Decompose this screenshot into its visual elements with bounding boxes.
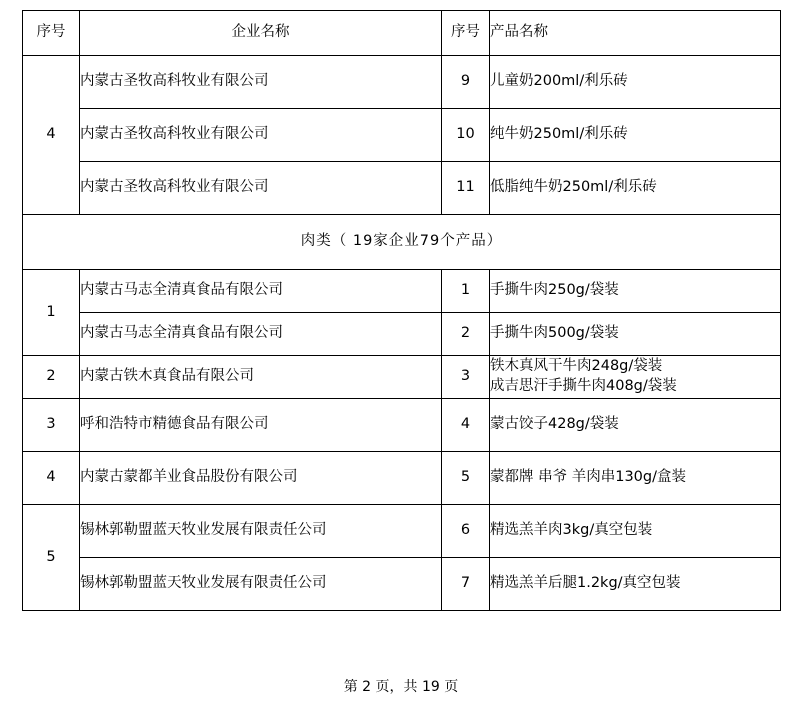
section-title: 肉类（ 19家企业79个产品）	[23, 215, 781, 270]
row-seq: 5	[23, 505, 80, 611]
row-product: 手撕牛肉250g/袋装	[490, 270, 781, 313]
header-seq-2: 序号	[442, 11, 490, 56]
table-row	[23, 558, 781, 611]
row-enterprise: 内蒙古蒙都羊业食品股份有限公司	[80, 452, 442, 505]
row-product: 纯牛奶250ml/利乐砖	[490, 109, 781, 162]
table-row	[23, 399, 781, 452]
header-product: 产品名称	[490, 11, 781, 56]
row-enterprise: 锡林郭勒盟蓝天牧业发展有限责任公司	[80, 558, 442, 611]
table-header-row	[23, 11, 781, 56]
row-enterprise: 内蒙古圣牧高科牧业有限公司	[80, 109, 442, 162]
table-row	[23, 270, 781, 313]
row-product-seq: 11	[442, 162, 490, 215]
row-product: 手撕牛肉500g/袋装	[490, 313, 781, 356]
header-seq-1: 序号	[23, 11, 80, 56]
row-seq: 1	[23, 270, 80, 356]
row-product-multi	[490, 356, 781, 399]
row-product-seq: 1	[442, 270, 490, 313]
row-enterprise: 内蒙古马志全清真食品有限公司	[80, 270, 442, 313]
row-product: 蒙都牌 串爷 羊肉串130g/盒装	[490, 452, 781, 505]
table-row	[23, 356, 781, 399]
table-row	[23, 452, 781, 505]
row-product: 精选羔羊肉3kg/真空包装	[490, 505, 781, 558]
row-enterprise: 内蒙古铁木真食品有限公司	[80, 356, 442, 399]
row-seq: 4	[23, 452, 80, 505]
row-product: 精选羔羊后腿1.2kg/真空包装	[490, 558, 781, 611]
row-product: 儿童奶200ml/利乐砖	[490, 56, 781, 109]
row-enterprise: 内蒙古马志全清真食品有限公司	[80, 313, 442, 356]
row-product: 蒙古饺子428g/袋装	[490, 399, 781, 452]
header-enterprise: 企业名称	[80, 11, 442, 56]
row-product: 低脂纯牛奶250ml/利乐砖	[490, 162, 781, 215]
table-row	[23, 162, 781, 215]
row-seq: 4	[23, 56, 80, 215]
table-row	[23, 313, 781, 356]
row-product-seq: 7	[442, 558, 490, 611]
row-product-line-1: 铁木真风干牛肉248g/袋装	[490, 358, 663, 375]
row-product-seq: 6	[442, 505, 490, 558]
table-row	[23, 505, 781, 558]
row-product-line-2: 成吉思汗手撕牛肉408g/袋装	[490, 378, 677, 394]
row-enterprise: 呼和浩特市精德食品有限公司	[80, 399, 442, 452]
row-product-seq: 3	[442, 356, 490, 399]
section-header-row	[23, 215, 781, 270]
row-seq: 2	[23, 356, 80, 399]
product-table	[22, 10, 781, 611]
row-enterprise: 内蒙古圣牧高科牧业有限公司	[80, 162, 442, 215]
row-product-seq: 9	[442, 56, 490, 109]
row-enterprise: 内蒙古圣牧高科牧业有限公司	[80, 56, 442, 109]
table-row	[23, 56, 781, 109]
table-row	[23, 109, 781, 162]
page-footer: 第 2 页，共 19 页	[343, 679, 459, 695]
row-product-seq: 10	[442, 109, 490, 162]
row-product-seq: 5	[442, 452, 490, 505]
row-product-seq: 4	[442, 399, 490, 452]
row-enterprise: 锡林郭勒盟蓝天牧业发展有限责任公司	[80, 505, 442, 558]
row-seq: 3	[23, 399, 80, 452]
row-product-seq: 2	[442, 313, 490, 356]
